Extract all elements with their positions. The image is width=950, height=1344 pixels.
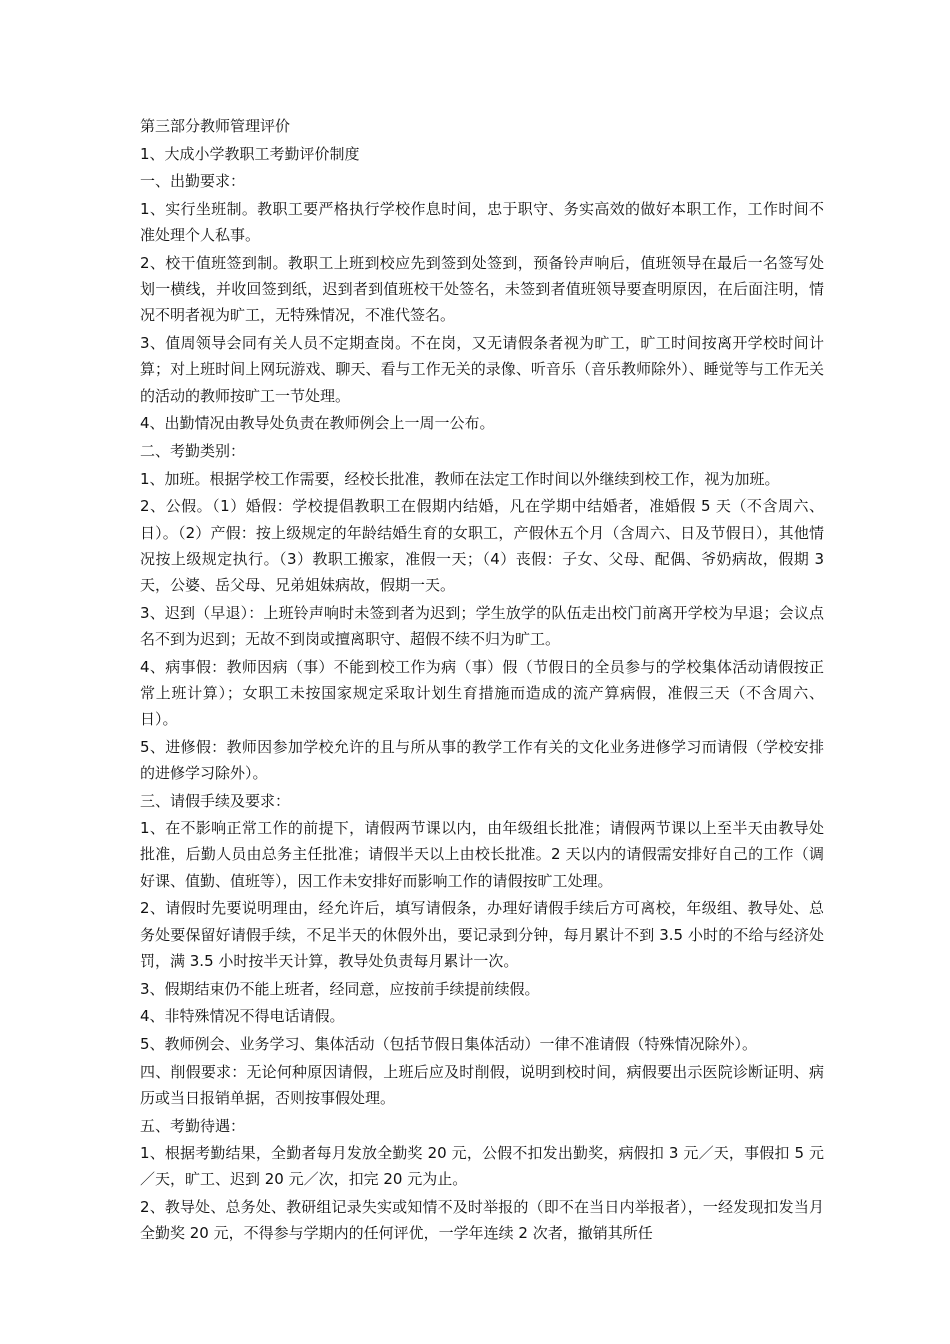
section-title: 第三部分教师管理评价	[140, 117, 291, 135]
paragraph-leave-cancellation: 四、削假要求：无论何种原因请假，上班后应及时削假，说明到校时间，病假要出示医院诊断证明、病历或当日报销单据，否则按事假处理。	[140, 1062, 824, 1107]
paragraph: 4、出勤情况由教导处负责在教师例会上一周一公布。	[140, 414, 495, 433]
paragraph: 5、进修假：教师因参加学校允许的且与所从事的教学工作有关的文化业务进修学习而请假（学校安排的进修学习除外）。	[140, 737, 824, 782]
paragraph: 5、教师例会、业务学习、集体活动（包括节假日集体活动）一律不准请假（特殊情况除外）。	[140, 1034, 758, 1053]
heading-leave-procedures: 三、请假手续及要求：	[140, 791, 291, 810]
heading-attendance-categories: 二、考勤类别：	[140, 441, 246, 460]
paragraph: 1、在不影响正常工作的前提下，请假两节课以内，由年级组长批准；请假两节课以上至半天由教导处批准，后勤人员由总务主任批准；请假半天以上由校长批准。2 天以内的请假需安排好自己的工作（调好课、值勤、值班等），因工作未安排好而影响工作的请假按旷工处理。	[140, 819, 824, 890]
paragraph: 4、非特殊情况不得电话请假。	[140, 1007, 345, 1026]
paragraph: 1、根据考勤结果，全勤者每月发放全勤奖 20 元，公假不扣发出勤奖，病假扣 3 元／天，事假扣 5 元／天，旷工、迟到 20 元／次，扣完 20 元为止。	[140, 1144, 824, 1189]
paragraph: 3、迟到（早退）：上班铃声响时未签到者为迟到；学生放学的队伍走出校门前离开学校为早退；会议点名不到为迟到；无故不到岗或擅离职守、超假不续不归为旷工。	[140, 603, 824, 648]
paragraph: 1、加班。根据学校工作需要，经校长批准，教师在法定工作时间以外继续到校工作，视为加班。	[140, 469, 780, 488]
paragraph: 2、请假时先要说明理由，经允许后，填写请假条，办理好请假手续后方可离校，年级组、教导处、总务处要保留好请假手续，不足半天的休假外出，要记录到分钟，每月累计不到 3.5 小时的不给与经济处罚，满 3.5 小时按半天计算，教导处负责每月累计一次。	[140, 899, 824, 970]
paragraph: 1、实行坐班制。教职工要严格执行学校作息时间，忠于职守、务实高效的做好本职工作，工作时间不准处理个人私事。	[140, 200, 824, 245]
paragraph: 3、假期结束仍不能上班者，经同意，应按前手续提前续假。	[140, 979, 540, 998]
paragraph: 4、病事假：教师因病（事）不能到校工作为病（事）假（节假日的全员参与的学校集体活动请假按正常上班计算）；女职工未按国家规定采取计划生育措施而造成的流产算病假，准假三天（不含周六、日）。	[140, 657, 824, 728]
heading-attendance-benefits: 五、考勤待遇：	[140, 1116, 246, 1135]
heading-attendance-requirements: 一、出勤要求：	[140, 172, 246, 191]
paragraph: 2、校干值班签到制。教职工上班到校应先到签到处签到，预备铃声响后，值班领导在最后一名签写处划一横线，并收回签到纸，迟到者到值班校干处签名，未签到者值班领导要查明原因，在后面注明，情况不明者视为旷工，无特殊情况，不准代签名。	[140, 254, 824, 325]
paragraph: 2、教导处、总务处、教研组记录失实或知情不及时举报的（即不在当日内举报者），一经发现扣发当月全勤奖 20 元，不得参与学期内的任何评优，一学年连续 2 次者，撤销其所任	[140, 1198, 824, 1243]
paragraph: 2、公假。（1）婚假：学校提倡教职工在假期内结婚，凡在学期中结婚者，准婚假 5 天（不含周六、日）。（2）产假：按上级规定的年龄结婚生育的女职工，产假休五个月（含周六、日及节假日），其他情况按上级规定执行。（3）教职工搬家，准假一天；（4）丧假：子女、父母、配偶、爷奶病故，假期 3 天，公婆、岳父母、兄弟姐妹病故，假期一天。	[140, 497, 824, 594]
document-title: 1、大成小学教职工考勤评价制度	[140, 144, 360, 163]
paragraph: 3、值周领导会同有关人员不定期查岗。不在岗，又无请假条者视为旷工，旷工时间按离开学校时间计算；对上班时间上网玩游戏、聊天、看与工作无关的录像、听音乐（音乐教师除外）、睡觉等与工作无关的活动的教师按旷工一节处理。	[140, 334, 824, 405]
document-body	[140, 113, 824, 1248]
